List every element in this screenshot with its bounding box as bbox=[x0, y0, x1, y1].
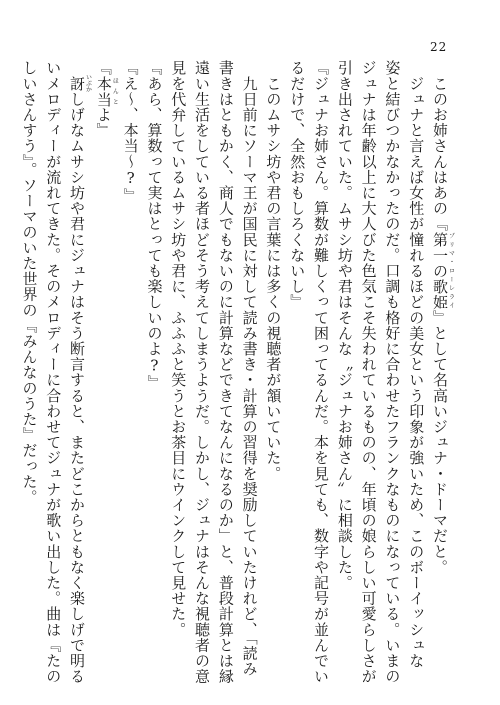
text-line-1-a: このお姉さんはあの『 bbox=[431, 60, 449, 232]
text-line-18: しいさんすう』。ソーマのいた世界の『みんなのうた』だった。 bbox=[20, 60, 39, 505]
ruby-suspicious: 訝いぶか bbox=[68, 74, 92, 93]
text-line-12: 見を代弁しているムサシ坊や君に、ふふふと笑うとお茶目にウインクして見せた。 bbox=[169, 60, 188, 638]
text-line-1 bbox=[427, 60, 454, 620]
text-line-9: 九日前にソーマ王が国民に対して読み書き・計算の習得を奨励していたけれど、「読み bbox=[240, 60, 259, 677]
text-line-16: 訝いぶかしげなムサシ坊や君にジュナはそう断言すると、またどこからともなく楽しげで明る bbox=[68, 74, 92, 685]
text-line-3: 姿と結びつかなかったのだ。口調も格好に合わせたフランクなものになっている。いまの bbox=[383, 60, 402, 684]
vertical-text-body bbox=[17, 60, 455, 685]
text-line-2: ジュナと言えば女性が憧れるほどの美女という印象が強いため、このボーイッシュな bbox=[407, 60, 426, 669]
ruby-truly: 本当ほんと bbox=[94, 75, 119, 107]
text-line-6: 『ジュナお姉さん。算数が難しくって困ってるんだ。本を見ても、数字や記号が並んでい bbox=[312, 60, 331, 684]
page-number: 22 bbox=[430, 40, 448, 54]
text-line-7: るだけで、全然おもしろくないし』 bbox=[288, 60, 307, 310]
text-line-4: ジュナは年齢以上に大人びた色気こそ失われているものの、年頃の娘らしい可愛らしさが bbox=[359, 60, 378, 684]
text-line-13: 『あら、算数って実はとっても楽しいのよ?』 bbox=[145, 60, 164, 391]
text-line-14: 『え〜、本当〜?』 bbox=[121, 60, 140, 204]
text-line-15: 『本当ほんとよ』 bbox=[94, 60, 119, 139]
text-line-5: 引き出されていた。ムサシ坊や君はそんな〝ジュナお姉さん〟に相談した。 bbox=[335, 60, 354, 591]
text-line-10: 書きはともかく、商人でもないのに計算などできてなんになるのか」と、普段計算とは縁 bbox=[216, 60, 235, 684]
text-line-1-b: 』として名高いジュナ・ドーマだと。 bbox=[431, 309, 449, 575]
text-line-8: このムサシ坊や君の言葉には多くの視聴者が頷いていた。 bbox=[264, 60, 283, 482]
ruby-first-songstress: 第一の歌姫プリマ・ローレライ bbox=[431, 231, 455, 310]
text-line-17: いメロディーが流れてきた。そのメロディーに合わせてジュナが歌い出した。曲は『たの bbox=[44, 60, 63, 684]
text-line-11: 遠い生活をしている者ほどそう考えてしまうようだ。しかし、ジュナはそんな視聴者の意 bbox=[193, 60, 212, 684]
